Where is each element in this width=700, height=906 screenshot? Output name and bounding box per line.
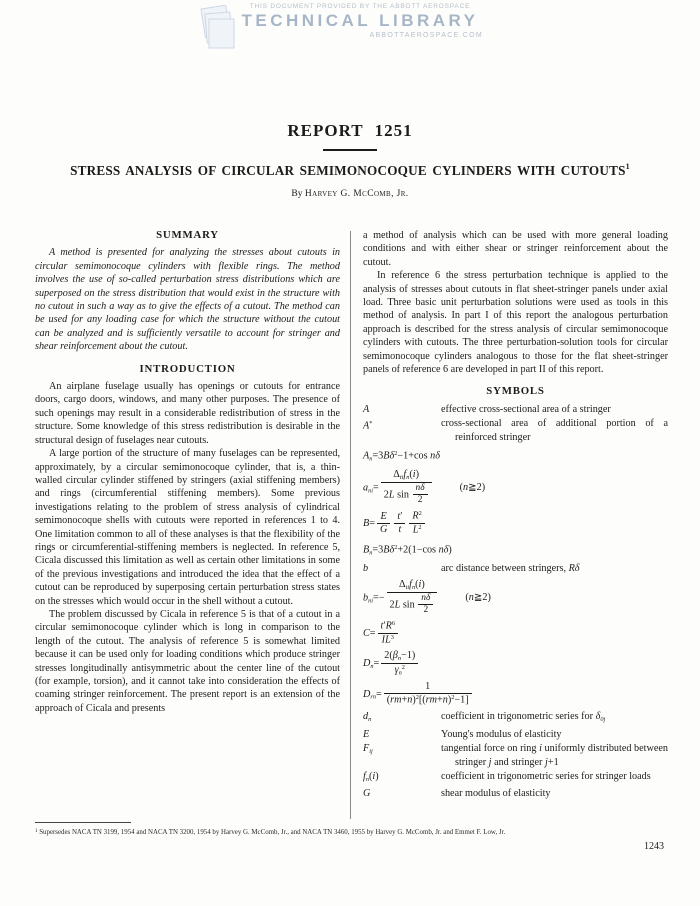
symbol-equation: B= $\frac{E}{G}$ $\frac{t'}{t}$ $\frac{R^2}{L^2}$	[363, 510, 668, 537]
report-number: REPORT 1251	[287, 121, 413, 140]
footnote-rule	[35, 822, 131, 823]
symbol-definition: A effective cross-sectional area of a stringer	[363, 403, 611, 415]
symbols-heading: SYMBOLS	[486, 385, 545, 398]
byline-prefix: By	[291, 189, 303, 199]
page-title-text: STRESS ANALYSIS OF CIRCULAR SEMIMONOCOQUE CYLINDERS WITH CUTOUTS	[70, 163, 626, 178]
symbol-definition: $d_n$ coefficient in trigonometric series for $\delta_{0j}$	[363, 711, 606, 724]
symbol-definition: $F_{ij}$ tangential force on ring i uniformly distributed between stringer j and stringer j+1	[363, 743, 668, 768]
footnote-marker: 1	[35, 829, 38, 834]
symbol-equation: $B_n=3B\delta^2+2(1-\cos$ nδ)	[363, 543, 452, 556]
page-number: 1243	[644, 841, 664, 852]
symbol-definition: E Young's modulus of elasticity	[363, 728, 562, 740]
summary-heading: SUMMARY	[156, 229, 219, 241]
watermark	[225, 3, 495, 39]
body-paragraph-2: In reference 6 the stress perturbation technique is applied to the analysis of stresses about cutouts in flat sheet-stringer panels under axial load. Three basic unit perturbation solutions were used as tools in this method of analysis. In part I of this report the analogous perturbation approach is described for the stress analysis of circular semimonocoque cylinders with cutouts. The three perturbation-solution tools for circular semimonocoque cylinders analogous to those for the flat sheet-stringer panels of reference 6 are developed in part II of this report.	[363, 270, 668, 376]
symbol-equation: $a_{ni}=$ $\Delta_{ti}f_n(i)$ 2L sin $\frac{n\delta}{2}$ (n≧2)	[363, 468, 486, 506]
symbol-definition: b arc distance between stringers, Rδ	[363, 563, 580, 575]
right-column	[363, 229, 668, 802]
symbol-definition: A* cross-sectional area of additional portion of a reinforced stringer	[363, 418, 668, 443]
intro-paragraph-1: An airplane fuselage usually has openings or cutouts for entrance doors, cargo doors, windows, and many other purposes. The presence of such openings may result in a considerable redistribution of stress in the structure. Some knowledge of this stress redistribution is desirable in the structural design of fuselages near cutouts.	[35, 381, 340, 446]
symbol-equation: $A_n=3B\delta^2-1+\cos$ nδ	[363, 450, 440, 463]
introduction-heading: INTRODUCTION	[139, 362, 236, 375]
title-divider-rule	[323, 149, 377, 151]
intro-paragraph-2: A large portion of the structure of many fuselages can be represented, approximately, by a circular semimonocoque cylinder, that is, a thin-walled circular cylinder stiffened by stringers (axial stiffening members) and rings (circumferential stiffening members). Some previous investigations relating to the problem of stress analysis of cylindrical semimonocoque shells with cutouts were reported in references 1 to 4. One limitation common to all of these analyses is that the flexibility of the rings or circumferential-stiffening members is neglected. In reference 5, Cicala discussed this limitation as well as certain other limitations in some of the previous investigations and introduced the idea that the effect of a cutout can be reproduced by superposing certain perturbation stress states on the stresses which would occur in the shell without a cutout.	[35, 448, 340, 607]
byline	[0, 189, 700, 199]
summary-paragraph: A method is presented for analyzing the stresses about cutouts in circular semimonocoque cylinders with flexible rings. The method involves the use of so-called perturbation stress distributions which are superposed on the stress distribution that would exist in the structure with no cutout in such a way as to give the effects of a cutout. The method can be used for any loading case for which the structure without the cutout can be analyzed and is sufficiently versatile to account for stringer and shear reinforcement about the cutout.	[35, 247, 340, 353]
symbol-equation: $b_{ni}=-$ $\Delta_{ti}f_n(i)$ 2L sin $\frac{n\delta}{2}$ (n≧2)	[363, 578, 491, 616]
watermark-provided-by: THIS DOCUMENT PROVIDED BY THE ABBOTT AEROSPACE	[249, 3, 471, 10]
intro-paragraph-3: The problem discussed by Cicala in reference 5 is that of a cutout in a circular semimonocoque cylinder which is long in comparison to the length of the cutout. The analysis of reference 5 is somewhat limited because it can be used only for loading conditions which produce stringer stresses longitudinally antisymmetric about the center line of the cutout (for example, torsion), and it cannot take into consideration the effects of coaming stringer reinforcement. The present report is an extension of the approach of Cicala and presents	[35, 608, 340, 714]
title-footnote-marker: 1	[625, 162, 630, 171]
page-title	[0, 162, 700, 179]
symbols-list	[363, 403, 668, 801]
symbol-definition: G shear modulus of elasticity	[363, 788, 551, 800]
left-column	[35, 229, 340, 802]
footnote-text: Supersedes NACA TN 3199, 1954 and NACA TN 3200, 1954 by Harvey G. McComb, Jr., and NACA TN 3460, 1955 by Harvey G. McComb, Jr. and Emmet F. Low, Jr.	[37, 829, 506, 836]
article-body	[35, 229, 668, 802]
symbol-equation: C= $\frac{t'R^6}{IL^3}$	[363, 620, 668, 647]
footnote	[35, 827, 669, 837]
continuation-paragraph: a method of analysis which can be used with more general loading conditions and with either shear or stringer reinforcement about the cutout.	[363, 230, 668, 268]
author-name: Harvey G. McComb, Jr.	[304, 189, 409, 199]
symbol-definition: $f_n(i)$ coefficient in trigonometric series for stringer loads	[363, 770, 651, 783]
title-block	[0, 121, 700, 199]
watermark-technical-library: TECHNICAL LIBRARY	[241, 11, 479, 30]
symbol-equation: $D_n=$ $\frac{2(\beta_n-1)}{\gamma_n^2}$	[363, 650, 668, 677]
watermark-site-url: ABBOTTAEROSPACE.COM	[369, 32, 483, 39]
symbol-equation: $D_{rn}=$ $\frac{1}{(rm+n)^2[(rm+n)^2-1]}$	[363, 681, 668, 708]
